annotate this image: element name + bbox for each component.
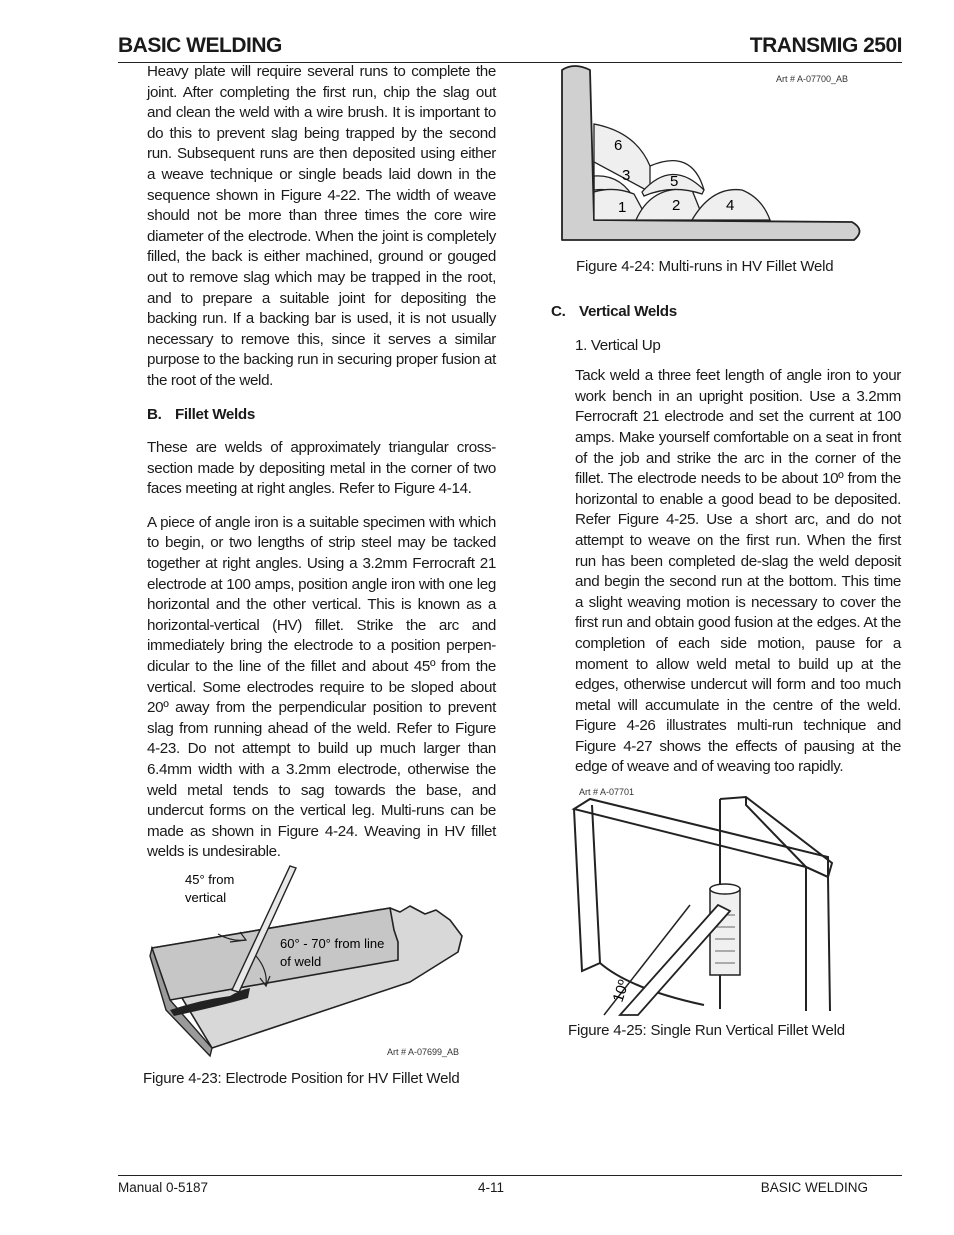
label-60-line1: 60° - 70° from line xyxy=(280,936,385,951)
footer-rule xyxy=(118,1175,902,1176)
figure-4-23-illustration xyxy=(140,860,480,1060)
footer-page-number: 4-11 xyxy=(478,1180,505,1195)
run-label-5: 5 xyxy=(670,173,679,190)
figure-4-24-illustration xyxy=(552,62,872,248)
figure-4-25-caption: Figure 4-25: Single Run Vertical Fillet Weld xyxy=(568,1022,845,1039)
paragraph-heavy-plate: Heavy plate will require several runs to complete the joint. After completing the first run, chip the slag out and clean the weld with a wire brush. It is important to do this to prevent slag being trapped by the second run. Subsequent runs are then deposited using either a weave technique or single beads laid down in the sequence shown in Figure 4-22. The width of weave should not be more than three times the core wire diameter of the electrode. When the joint is completely filled, the back is either machined, ground or gouged out to remove slag which may be trapped in the root, and to prepare a suitable joint for depositing the backing run. If a backing bar is used, it is not usually necessary to remove this, since it serves a similar purpose to the backing run in securing proper fusion at the root of the weld. xyxy=(147,63,496,389)
section-b-title: Fillet Welds xyxy=(175,405,255,423)
left-column xyxy=(147,62,496,876)
label-45-line1: 45° from xyxy=(185,872,235,887)
run-label-4: 4 xyxy=(726,197,735,214)
figure-4-23-caption: Figure 4-23: Electrode Position for HV Fillet Weld xyxy=(143,1070,460,1087)
figure-4-25-art-number: Art # A-07701 xyxy=(579,787,635,797)
section-b-heading xyxy=(147,405,496,426)
item-vertical-up: 1. Vertical Up xyxy=(575,336,661,354)
angle-label-10: 10º xyxy=(609,977,633,1005)
figure-4-23-art-number: Art # A-07699_AB xyxy=(387,1047,460,1057)
header-section-title: BASIC WELDING xyxy=(118,34,282,57)
section-c-title: Vertical Welds xyxy=(579,303,677,320)
paragraph-vertical-up: Tack weld a three feet length of angle iron to your work bench in an upright position. Use a 3.2mm Ferrocraft 21 electrode and set the current at 100 amps. Make yourself comfortable on a seat in front of the job and strike the arc in the corner of the fillet. The electrode needs to be about 10º from the horizontal to enable a good bead to be deposited. Refer Figure 4-25. Use a short arc, and do not attempt to weave on the first run. When the first run has been completed de-slag the weld deposit and begin the second run at the bottom. This time a slight weaving motion is necessary to cover the first run and obtain good fusion at the edges. At the completion of each side motion, pause for a moment to allow weld metal to build up at the edges, otherwise undercut will form and too much metal will accumulate in the centre of the weld. Figure 4-26 illustrates multi-run technique and Figure 4-27 shows the effects of pausing at the edge of weave and of weaving too rapidly. xyxy=(575,367,901,776)
label-45-line2: vertical xyxy=(185,890,227,905)
run-label-6: 6 xyxy=(614,137,623,154)
run-label-1: 1 xyxy=(618,199,627,216)
paragraph-angle-iron: A piece of angle iron is a suitable specimen with which to begin, or two lengths of strip steel may be tacked together at right angles. Using a 3.2mm Ferrocraft 21 electrode at 100 amps, position angle iron with one leg horizontal and the other vertical. This is known as a horizontal-vertical (HV) fillet. Strike the arc and immediately bring the electrode to a position perpen-dicular to the line of the fillet and about 45º from the vertical. Some electrodes require to be sloped about 20º away from the perpendicular position to prevent slag from running ahead of the weld. Refer to Figure 4-23. Do not attempt to build up much larger than 6.4mm width with a 3.2mm electrode, otherwise the weld metal tends to sag towards the base, and undercut forms on the vertical leg. Multi-runs can be made as shown in Figure 4-24. Weaving in HV fillet welds is undesirable. xyxy=(147,513,496,861)
paragraph-fillet-definition: These are welds of approximately triangular cross-section made by depositing metal in the corner of two faces meeting at right angles. Refer to Figure 4-14. xyxy=(147,439,496,498)
right-column xyxy=(551,302,901,791)
section-b-letter: B. xyxy=(147,405,162,423)
footer-manual-number: Manual 0-5187 xyxy=(118,1180,209,1195)
figure-4-24-art-number: Art # A-07700_AB xyxy=(776,74,849,84)
section-c-letter: C. xyxy=(551,303,566,320)
run-label-3: 3 xyxy=(622,167,631,184)
section-c-heading xyxy=(551,302,901,323)
figure-4-25-illustration xyxy=(570,795,840,1017)
run-label-2: 2 xyxy=(672,197,681,214)
label-60-line2: of weld xyxy=(280,954,322,969)
figure-4-24-caption: Figure 4-24: Multi-runs in HV Fillet Weld xyxy=(576,258,834,275)
header-product-title: TRANSMIG 250I xyxy=(749,34,902,57)
footer-section-name: BASIC WELDING xyxy=(760,1180,868,1195)
